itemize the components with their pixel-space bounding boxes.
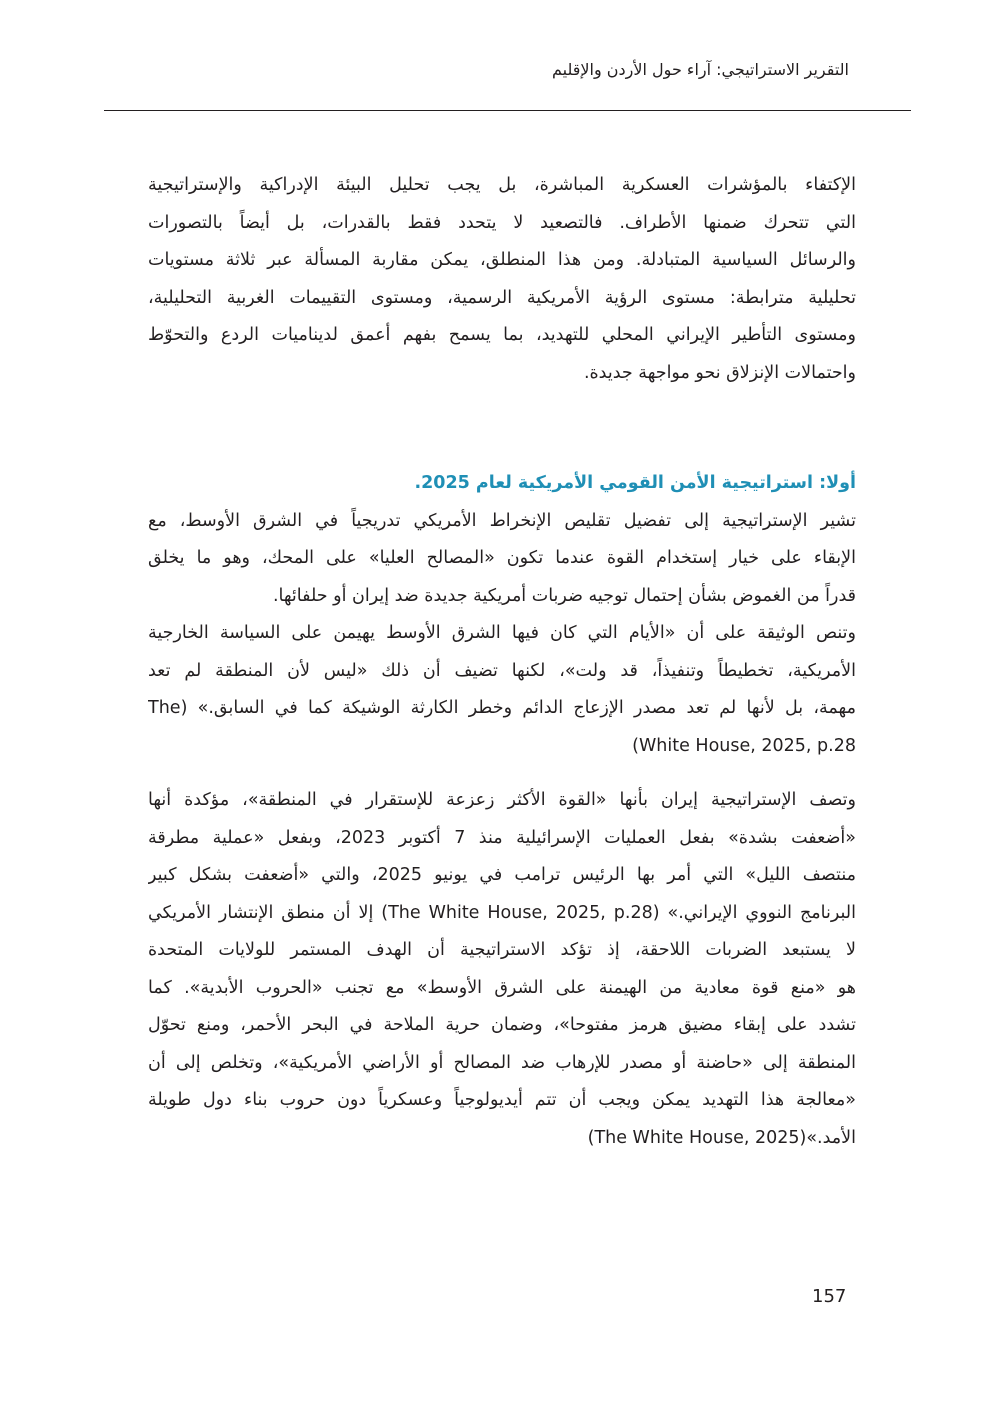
text-line: مهمة، بل لأنها لم تعد مصدر الإزعاج الدائم وخطر الكارثة الوشيكة كما في السابق.» (The xyxy=(148,698,856,718)
text-line: الإكتفاء بالمؤشرات العسكرية المباشرة، بل يجب تحليل البيئة الإدراكية والإستراتيجية xyxy=(148,175,856,195)
page-number: 157 xyxy=(812,1286,847,1307)
text-line: هو «منع قوة معادية من الهيمنة على الشرق الأوسط» مع تجنب «الحروب الأبدية». كما xyxy=(148,977,856,998)
section-heading: أولا: استراتيجية الأمن القومي الأمريكية لعام 2025. xyxy=(414,473,856,493)
text-line: الأمد.»(The White House, 2025) xyxy=(587,1127,856,1148)
citation-line: White House, 2025, p.28) xyxy=(632,735,856,756)
text-line: والرسائل السياسية المتبادلة. ومن هذا المنطلق، يمكن مقاربة المسألة عبر ثلاثة مستويات xyxy=(148,250,856,270)
text-line: واحتمالات الإنزلاق نحو مواجهة جديدة. xyxy=(583,362,856,383)
running-header: التقرير الاستراتيجي: آراء حول الأردن والإقليم xyxy=(551,60,849,79)
text-line: الإبقاء على خيار إستخدام القوة عندما تكون «المصالح العليا» على المحك، وهو ما يخلق xyxy=(148,548,856,568)
text-line: وتنص الوثيقة على أن «الأيام التي كان فيها الشرق الأوسط يهيمن على السياسة الخارجية xyxy=(148,623,856,643)
text-line: لا يستبعد الضربات اللاحقة، إذ تؤكد الاستراتيجية أن الهدف المستمر للولايات المتحدة xyxy=(148,940,856,960)
text-line: التي تتحرك ضمنها الأطراف. فالتصعيد لا يتحدد فقط بالقدرات، بل أيضاً بالتصورات xyxy=(148,212,856,233)
text-line: منتصف الليل» التي أمر بها الرئيس ترامب في يونيو 2025، والتي «أضعفت بشكل كبير xyxy=(148,865,856,885)
paragraph-3 xyxy=(148,782,856,1157)
header-rule xyxy=(104,110,911,111)
text-line: الأمريكية، تخطيطاً وتنفيذاً، قد ولت»، لكنها تضيف أن ذلك «ليس لأن المنطقة لم تعد xyxy=(148,660,856,681)
text-line: وتصف الإستراتيجية إيران بأنها «القوة الأكثر زعزعة للإستقرار في المنطقة»، مؤكدة أنها xyxy=(148,790,856,810)
paragraph-1 xyxy=(148,167,856,392)
text-line: تحليلية مترابطة: مستوى الرؤية الأمريكية الرسمية، ومستوى التقييمات الغربية التحليلية، xyxy=(148,287,856,308)
text-line: «معالجة هذا التهديد يمكن ويجب أن تتم أيديولوجياً وعسكرياً دون حروب بناء دول طويلة xyxy=(148,1090,856,1110)
text-line: البرنامج النووي الإيراني.» (The White House, 2025, p.28) إلا أن منطق الإنتشار الأمريكي xyxy=(148,902,856,923)
text-line: المنطقة إلى «حاضنة أو مصدر للإرهاب ضد المصالح أو الأراضي الأمريكية»، وتخلص إلى أن xyxy=(148,1052,856,1073)
section-1 xyxy=(148,465,856,765)
text-line: تشير الإستراتيجية إلى تفضيل تقليص الإنخراط الأمريكي تدريجياً في الشرق الأوسط، مع xyxy=(148,510,856,531)
text-line: «أضعفت بشدة» بفعل العمليات الإسرائيلية منذ 7 أكتوبر 2023، وبفعل «عملية مطرقة xyxy=(148,827,856,848)
text-line: تشدد على إبقاء مضيق هرمز مفتوحا»، وضمان حرية الملاحة في البحر الأحمر، ومنع تحوّل xyxy=(148,1015,856,1035)
text-line: ومستوى التأطير الإيراني المحلي للتهديد، بما يسمح بفهم أعمق لديناميات الردع والتحوّط xyxy=(148,325,856,345)
text-line: قدراً من الغموض بشأن إحتمال توجيه ضربات أمريكية جديدة ضد إيران أو حلفائها. xyxy=(272,585,856,606)
